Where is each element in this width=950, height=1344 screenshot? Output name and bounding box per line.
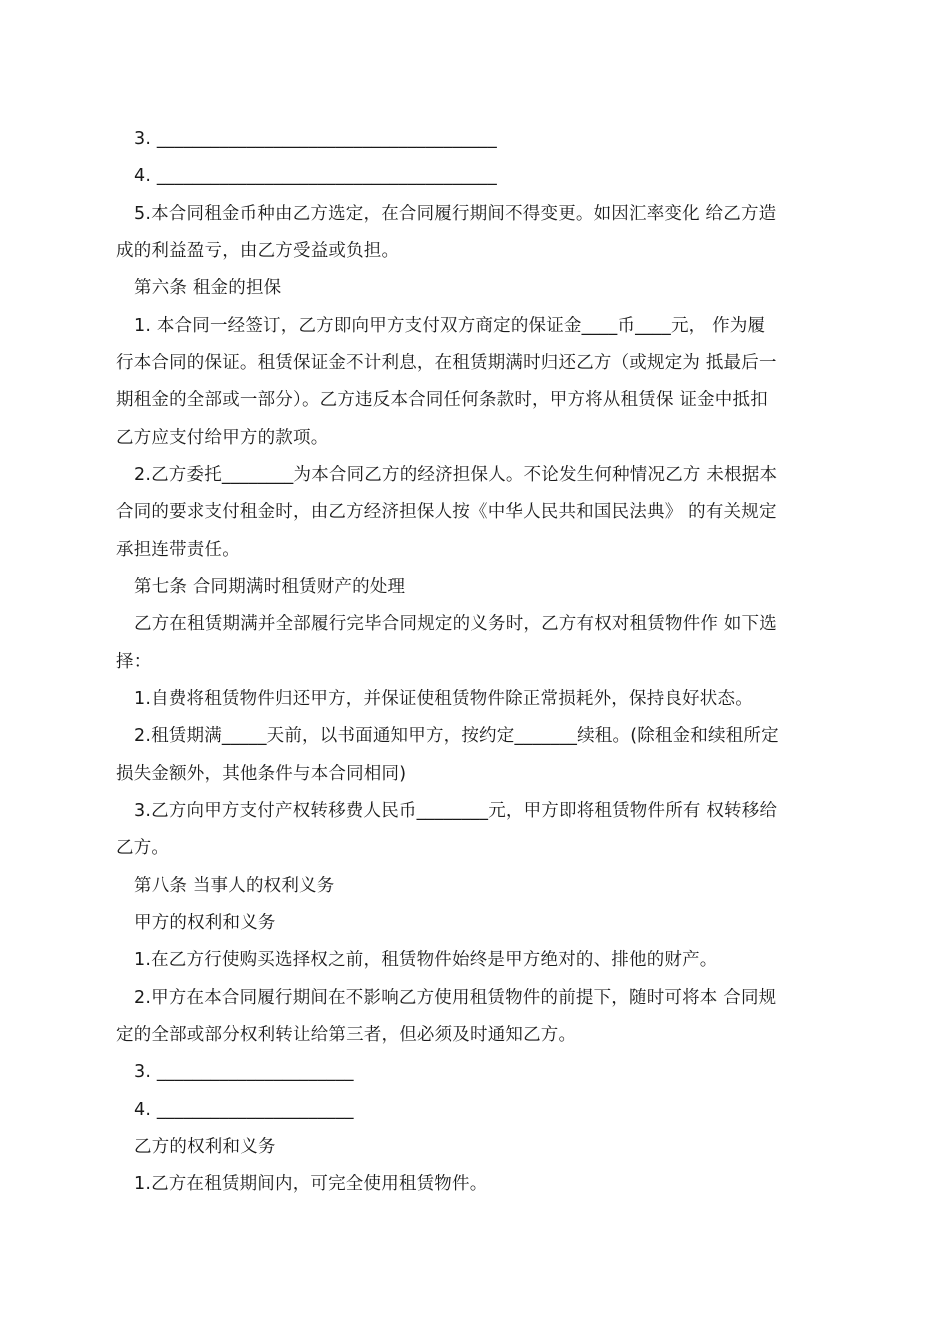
text-line: 行本合同的保证。租赁保证金不计利息，在租赁期满时归还乙方（或规定为 抵最后一: [116, 353, 777, 373]
subsection-heading: 乙方的权利和义务: [134, 1137, 276, 1157]
text-line: 定的全部或部分权利转让给第三者，但必须及时通知乙方。: [116, 1025, 577, 1045]
text-line: 期租金的全部或一部分）。乙方违反本合同任何条款时，甲方将从租赁保 证金中抵扣: [116, 390, 768, 410]
text-line: 4. ______________________: [134, 1100, 354, 1120]
text-line: 1.自费将租赁物件归还甲方，并保证使租赁物件除正常损耗外，保持良好状态。: [134, 689, 753, 709]
text-line: 乙方应支付给甲方的款项。: [116, 428, 329, 448]
text-line: 承担连带责任。: [116, 540, 240, 560]
text-line: 2.甲方在本合同履行期间在不影响乙方使用租赁物件的前提下，随时可将本 合同规: [134, 988, 777, 1008]
section-heading: 第七条 合同期满时租赁财产的处理: [134, 577, 406, 597]
section-heading: 第八条 当事人的权利义务: [134, 876, 335, 896]
text-line: 5.本合同租金币种由乙方选定，在合同履行期间不得变更。如因汇率变化 给乙方造: [134, 204, 777, 224]
text-line: 3.乙方向甲方支付产权转移费人民币________元，甲方即将租赁物件所有 权转移给: [134, 801, 778, 821]
text-line: 合同的要求支付租金时，由乙方经济担保人按《中华人民共和国民法典》 的有关规定: [116, 502, 777, 522]
text-line: 4. ______________________________________: [134, 166, 497, 186]
text-line: 1. 本合同一经签订，乙方即向甲方支付双方商定的保证金____币____元， 作为履: [134, 316, 766, 336]
text-line: 1.在乙方行使购买选择权之前，租赁物件始终是甲方绝对的、排他的财产。: [134, 950, 718, 970]
text-line: 乙方。: [116, 838, 170, 858]
text-line: 3. ______________________: [134, 1062, 354, 1082]
text-line: 2.租赁期满_____天前，以书面通知甲方，按约定_______续租。(除租金和续租所定: [134, 726, 779, 746]
text-line: 乙方在租赁期满并全部履行完毕合同规定的义务时，乙方有权对租赁物件作 如下选: [134, 614, 777, 634]
text-line: 择：: [116, 652, 152, 672]
text-line: 损失金额外，其他条件与本合同相同): [116, 764, 407, 784]
text-line: 成的利益盈亏，由乙方受益或负担。: [116, 241, 400, 261]
text-line: 1.乙方在租赁期间内，可完全使用租赁物件。: [134, 1174, 488, 1194]
section-heading: 第六条 租金的担保: [134, 278, 282, 298]
text-line: 3. ______________________________________: [134, 129, 497, 149]
subsection-heading: 甲方的权利和义务: [134, 913, 276, 933]
text-line: 2.乙方委托________为本合同乙方的经济担保人。不论发生何种情况乙方 未根据本: [134, 465, 778, 485]
